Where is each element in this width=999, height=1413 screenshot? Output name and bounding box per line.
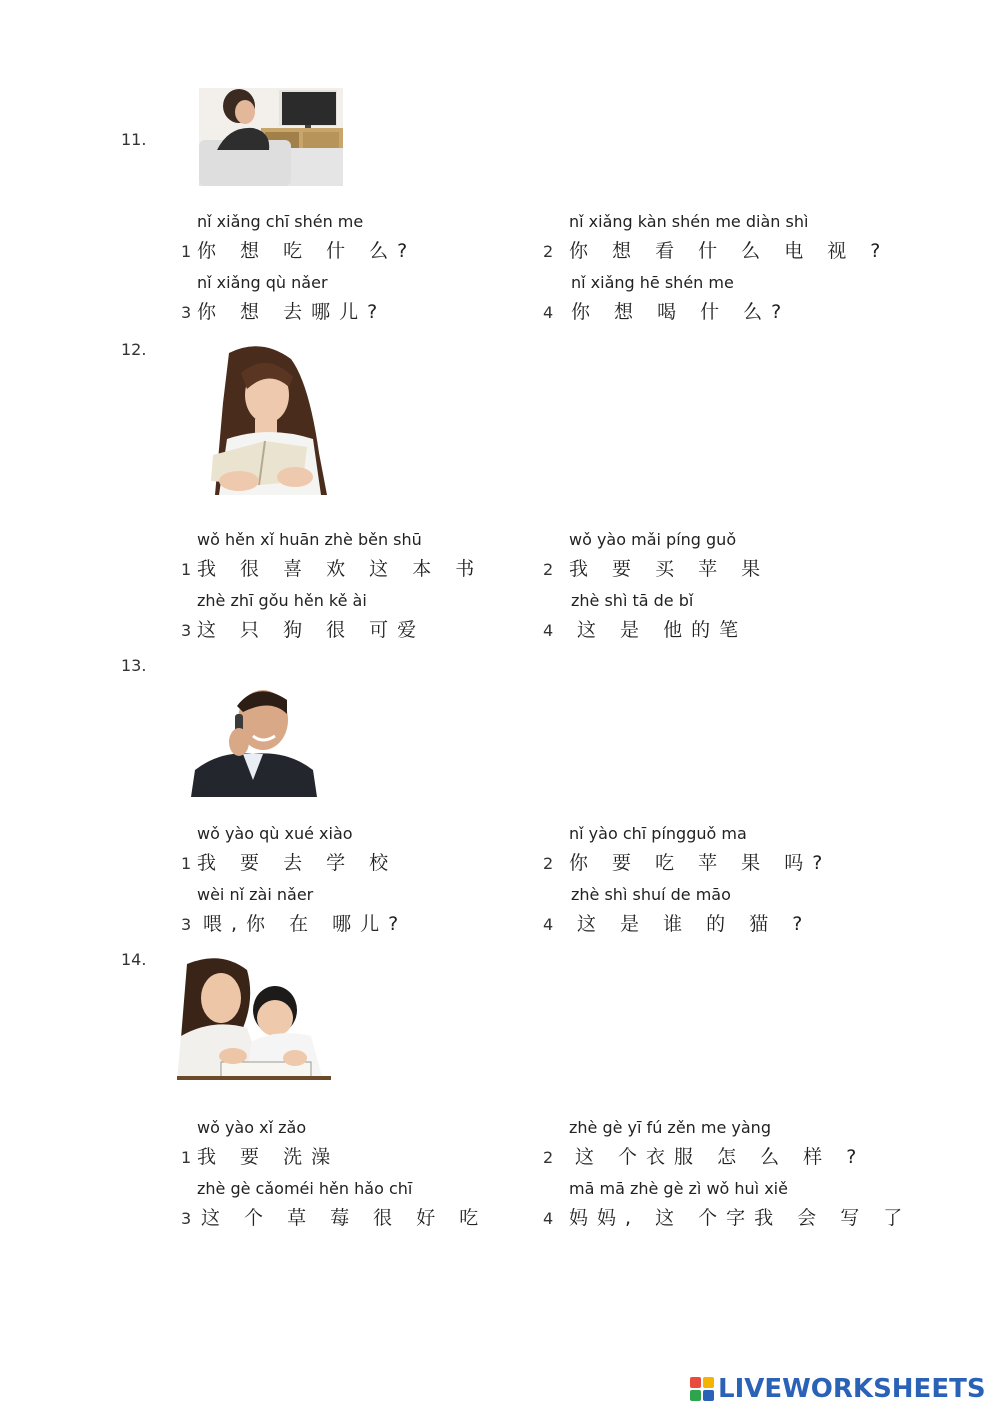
option-number: 3 xyxy=(181,621,192,640)
pinyin-text: nǐ xiǎng hē shén me xyxy=(571,273,734,292)
woman-watching-tv-photo xyxy=(199,88,343,186)
pinyin-text: zhè shì tā de bǐ xyxy=(571,591,694,610)
option-number: 4 xyxy=(543,1209,554,1228)
hanzi-text: 你 要 吃 苹 果 吗? xyxy=(569,852,832,874)
pinyin-text: nǐ xiǎng chī shén me xyxy=(197,212,364,231)
hanzi-text: 这 个 草 莓 很 好 吃 xyxy=(201,1207,488,1229)
pinyin-text: wǒ yào xǐ zǎo xyxy=(197,1118,307,1137)
pinyin-text: nǐ yào chī píngguǒ ma xyxy=(569,824,747,843)
hanzi-text: 我 要 去 学 校 xyxy=(197,852,398,874)
question-number: 14. xyxy=(121,950,147,969)
option-number: 2 xyxy=(543,242,554,261)
hanzi-text: 这 是 他的笔 xyxy=(577,619,748,641)
pinyin-text: wǒ yào qù xué xiào xyxy=(197,824,353,843)
pinyin-text: zhè gè yī fú zěn me yàng xyxy=(569,1118,771,1137)
hanzi-text: 妈妈, 这 个字我 会 写 了 xyxy=(569,1207,912,1229)
option-number: 2 xyxy=(543,1148,554,1167)
option-number: 4 xyxy=(543,915,554,934)
question-number: 11. xyxy=(121,130,147,149)
hanzi-text: 喂,你 在 哪儿? xyxy=(203,913,408,935)
woman-reading-book-photo xyxy=(209,343,329,495)
hanzi-text: 我 要 洗澡 xyxy=(197,1146,340,1168)
liveworksheets-logo[interactable] xyxy=(690,1372,986,1406)
hanzi-text: 你 想 吃 什 么? xyxy=(197,240,417,262)
mother-child-writing-photo xyxy=(177,958,331,1080)
pinyin-text: mā mā zhè gè zì wǒ huì xiě xyxy=(569,1179,788,1198)
pinyin-text: wǒ yào mǎi píng guǒ xyxy=(569,530,737,549)
option-number: 3 xyxy=(181,303,192,322)
pinyin-text: zhè shì shuí de māo xyxy=(571,885,731,904)
pinyin-text: nǐ xiǎng qù nǎer xyxy=(197,273,328,292)
hanzi-text: 我 很 喜 欢 这 本 书 xyxy=(197,558,484,580)
liveworksheets-logo-icon xyxy=(690,1377,714,1401)
option-number: 3 xyxy=(181,1209,192,1228)
hanzi-text: 你 想 去哪儿? xyxy=(197,301,387,323)
logo-text: LIVEWORKSHEETS xyxy=(718,1374,986,1404)
hanzi-text: 你 想 看 什 么 电 视 ? xyxy=(569,240,890,262)
pinyin-text: wǒ hěn xǐ huān zhè běn shū xyxy=(197,530,422,549)
option-number: 1 xyxy=(181,560,192,579)
hanzi-text: 这 个衣服 怎 么 样 ? xyxy=(575,1146,866,1168)
option-number: 4 xyxy=(543,303,554,322)
pinyin-text: wèi nǐ zài nǎer xyxy=(197,885,314,904)
option-number: 1 xyxy=(181,854,192,873)
hanzi-text: 我 要 买 苹 果 xyxy=(569,558,770,580)
question-number: 12. xyxy=(121,340,147,359)
pinyin-text: zhè zhī gǒu hěn kě ài xyxy=(197,591,367,610)
hanzi-text: 这 是 谁 的 猫 ? xyxy=(577,913,812,935)
option-number: 3 xyxy=(181,915,192,934)
option-number: 4 xyxy=(543,621,554,640)
man-on-phone-photo xyxy=(191,684,317,797)
hanzi-text: 你 想 喝 什 么? xyxy=(571,301,791,323)
option-number: 2 xyxy=(543,854,554,873)
option-number: 2 xyxy=(543,560,554,579)
pinyin-text: zhè gè cǎoméi hěn hǎo chī xyxy=(197,1179,413,1198)
question-number: 13. xyxy=(121,656,147,675)
pinyin-text: nǐ xiǎng kàn shén me diàn shì xyxy=(569,212,809,231)
option-number: 1 xyxy=(181,1148,192,1167)
option-number: 1 xyxy=(181,242,192,261)
hanzi-text: 这 只 狗 很 可爱 xyxy=(197,619,426,641)
